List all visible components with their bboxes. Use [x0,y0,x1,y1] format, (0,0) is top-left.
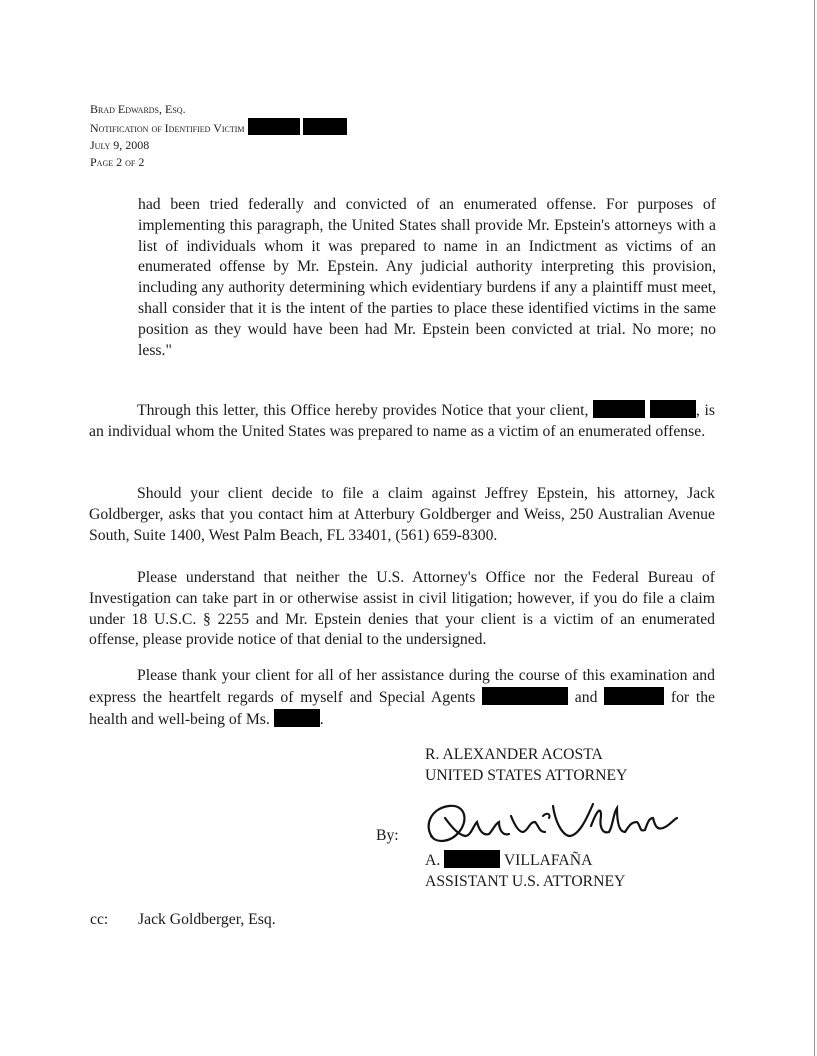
cc-line [90,911,276,929]
contact-paragraph: Should your client decide to file a claim against Jeffrey Epstein, his attorney, Jack Goldberger, asks that you contact him at Atterbury Goldberger and Weiss, 250 Australian Avenue South, Suite 1400, West Palm Beach, FL 33401, (561) 659-8300. [89,485,715,544]
attorney-name: R. ALEXANDER ACOSTA [425,746,603,763]
quoted-paragraph: had been tried federally and convicted of an enumerated offense. For purposes of implementing this paragraph, the United States shall provide Mr. Epstein's attorneys with a list of individuals whom it was prepared to name in an Indictment as victims of an enumerated offense by Mr. Epstein. Any judicial authority interpreting this provision, including any authority determining which evidentiary burdens if any a plaintiff must meet, shall consider that it is the intent of the parties to place these identified victims in the same position as they would have been had Mr. Epstein been convicted at trial. No more; no less." [138,196,716,359]
notice-paragraph: Through this letter, this Office hereby provides Notice that your client, , is an individual whom the United States was prepared to name as a victim of an enumerated offense. [89,402,716,440]
redaction-block [248,118,300,135]
redaction-block [593,400,645,418]
by-label: By: [376,827,399,844]
signature-block [425,745,627,787]
redaction-block [482,687,568,705]
cc-recipient: Jack Goldberger, Esq. [138,911,276,928]
redaction-block [444,850,500,868]
header-recipient: Brad Edwards, Esq. [90,102,186,116]
header-page-number: Page 2 of 2 [90,155,145,169]
redaction-block [650,400,696,418]
thanks-paragraph: Please thank your client for all of her assistance during the course of this examination and express the heartfelt regards of myself and Special Agents and for the health and well-being of Ms. . [89,667,716,728]
header-date: July 9, 2008 [90,138,150,152]
signer-title: ASSISTANT U.S. ATTORNEY [425,872,626,890]
understanding-paragraph: Please understand that neither the U.S. Attorney's Office nor the Federal Bureau of Investigation can take part in or otherwise assist in civil litigation; however, if you do file a claim under 18 U.S.C. § 2255 and Mr. Epstein denies that your client is a victim of an enumerated offense, please provide notice of that denial to the undersigned. [89,569,715,649]
header-subject: Notification of Identified Victim [90,118,347,137]
handwritten-signature [415,796,685,856]
page-edge [814,0,815,1056]
signer-name: A. VILLAFAÑA [425,852,593,869]
redaction-block [274,709,320,727]
redaction-block [604,687,664,705]
cc-label: cc: [90,911,109,928]
signer-block [425,850,625,893]
attorney-title: UNITED STATES ATTORNEY [425,766,628,784]
letter-header [90,101,347,171]
redaction-block [303,118,347,135]
